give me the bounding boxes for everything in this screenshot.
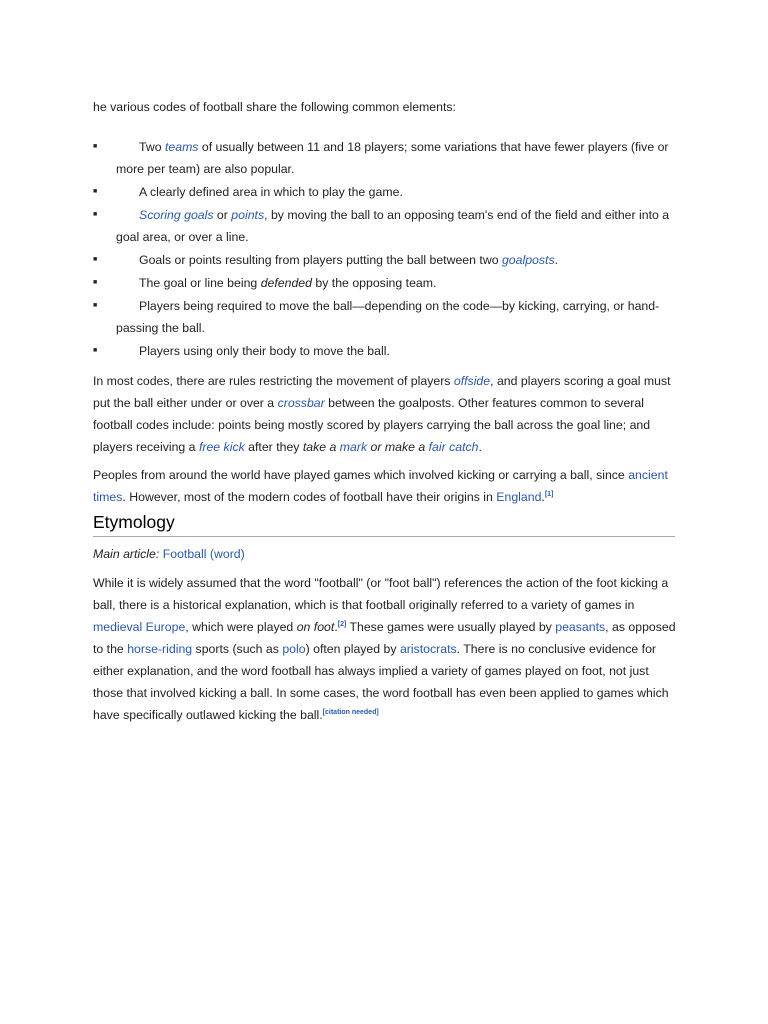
paragraph-rules: In most codes, there are rules restricting the movement of players offside, and players scoring a goal must put the ball either under or over a crossbar between the goalposts. Other features common to several football codes include: points being mostly scored by players carrying the ball across the goal line; and players receiving a free kick after they take a mark or make a fair catch. (93, 374, 671, 454)
list-item: ■ Players being required to move the ball—depending on the code—by kicking, carrying, or hand-passing the ball. (93, 295, 675, 339)
list-item: ■ Scoring goals or points, by moving the ball to an opposing team's end of the field and either into a goal area, or over a line. (93, 204, 675, 248)
link-aristocrats[interactable]: aristocrats (399, 642, 457, 656)
list-item: ■ The goal or line being defended by the opposing team. (93, 272, 675, 294)
bullet-marker: ■ (93, 211, 98, 218)
list-item: ■ Players using only their body to move the ball. (93, 340, 675, 362)
citation-ref-1[interactable]: [1] (544, 490, 554, 498)
bullet-marker: ■ (93, 256, 98, 263)
link-horse-riding[interactable]: horse-riding (127, 642, 193, 656)
link-free-kick[interactable]: free kick (198, 440, 245, 454)
intro-line: he various codes of football share the following common elements: (93, 100, 456, 114)
bullet-marker: ■ (93, 302, 98, 309)
section-heading-etymology: Etymology (93, 509, 675, 537)
list-item: ■ A clearly defined area in which to play the game. (93, 181, 675, 203)
link-ancient-times[interactable]: ancient times (93, 468, 668, 504)
paragraph-etymology: While it is widely assumed that the word "football" (or "foot ball") references the action of the foot kicking a ball, there is a historical explanation, which is that football originally referred to a variety of games in medieval Europe, which were played on foot.[2] These games were usually played by peasants, as opposed to the horse-riding sports (such as polo) often played by aristocrats. There is no conclusive evidence for either explanation, and the word football has always implied a variety of games played on foot, not just those that involved kicking a ball. In some cases, the word football has even been applied to games which have specifically outlawed kicking the ball.[citation needed] (93, 576, 676, 722)
main-article-note: Main article: Football (word) (93, 547, 245, 561)
bullet-marker: ■ (93, 347, 98, 354)
link-polo[interactable]: polo (282, 642, 306, 656)
link-points[interactable]: points (231, 208, 265, 222)
link-teams[interactable]: teams (164, 140, 199, 154)
link-goalposts[interactable]: goalposts (501, 253, 555, 267)
bullet-marker: ■ (93, 188, 98, 195)
citation-needed[interactable]: [citation needed] (322, 708, 379, 716)
bullet-marker: ■ (93, 143, 98, 150)
link-medieval-europe[interactable]: medieval Europe (93, 620, 186, 634)
emphasis-defended: defended (260, 276, 312, 290)
citation-ref-2[interactable]: [2] (337, 620, 347, 628)
list-item: ■ Two teams of usually between 11 and 18 players; some variations that have fewer players (five or more per team) are also popular. (93, 136, 675, 180)
link-england[interactable]: England (496, 490, 542, 504)
link-scoring-goals[interactable]: Scoring goals (139, 208, 214, 222)
link-offside[interactable]: offside (453, 374, 491, 388)
link-football-word[interactable]: Football (word) (162, 547, 245, 561)
link-crossbar[interactable]: crossbar (277, 396, 325, 410)
paragraph-origins: Peoples from around the world have played games which involved kicking or carrying a ball, since ancient times. However, most of the modern codes of football have their origins in England.[1] (93, 468, 668, 504)
link-fair-catch[interactable]: fair catch (428, 440, 479, 454)
link-peasants[interactable]: peasants (555, 620, 606, 634)
list-item: ■ Goals or points resulting from players putting the ball between two goalposts. (93, 249, 675, 271)
link-mark[interactable]: mark (339, 440, 368, 454)
bullet-marker: ■ (93, 279, 98, 286)
elements-list (93, 136, 675, 363)
